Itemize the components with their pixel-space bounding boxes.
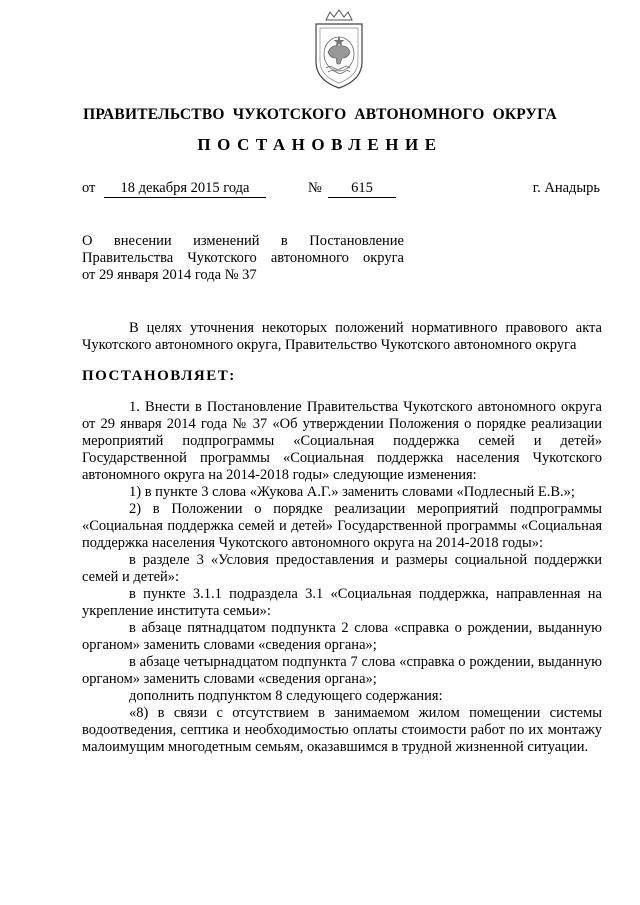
- city: г. Анадырь: [532, 180, 600, 196]
- body-paragraph: в разделе 3 «Условия предоставления и размеры социальной поддержки семей и детей»:: [82, 552, 602, 585]
- document-body: [82, 320, 602, 756]
- number-label: №: [308, 180, 322, 196]
- date-prefix: от: [82, 180, 96, 196]
- document-number: 615: [328, 180, 396, 198]
- document-subject: [82, 233, 404, 284]
- coat-of-arms-icon: [304, 8, 374, 94]
- document-type: ПОСТАНОВЛЕНИЕ: [197, 135, 443, 154]
- body-paragraph: дополнить подпунктом 8 следующего содержания:: [129, 688, 443, 704]
- resolution-heading: ПОСТАНОВЛЯЕТ:: [82, 368, 236, 384]
- body-paragraph: 2) в Положении о порядке реализации мероприятий подпрограммы «Социальная поддержка семей и детей» Государственной программы «Социальная поддержка населения Чукотского автономного округа на 2014-2018 годы»:: [82, 501, 602, 551]
- preamble: В целях уточнения некоторых положений нормативного правового акта Чукотского автономного округа, Правительство Чукотского автономного округа: [82, 320, 602, 353]
- body-paragraph: в абзаце пятнадцатом подпункта 2 слова «справка о рождении, выданную органом» заменить словами «сведения органа»;: [82, 620, 602, 653]
- body-paragraph: 1. Внести в Постановление Правительства Чукотского автономного округа от 29 января 2014 года № 37 «Об утверждении Положения о порядке реализации мероприятий подпрограммы «Социальная поддержка семей и детей» Государственной программы «Социальная поддержка населения Чукотского автономного округа на 2014-2018 годы» следующие изменения:: [82, 399, 602, 483]
- body-paragraph: 1) в пункте 3 слова «Жукова А.Г.» заменить словами «Подлесный Е.В.»;: [129, 484, 575, 500]
- body-paragraph: в пункте 3.1.1 подраздела 3.1 «Социальная поддержка, направленная на укрепление института семьи»:: [82, 586, 602, 619]
- document-date: 18 декабря 2015 года: [104, 180, 266, 198]
- body-paragraph: «8) в связи с отсутствием в занимаемом жилом помещении системы водоотведения, септика и необходимостью оплаты стоимости работ по их монтажу малоимущим многодетным семьям, оказавшимся в трудной жизненной ситуации.: [82, 705, 602, 755]
- subject-line: О внесении изменений в Постановление: [82, 233, 404, 249]
- body-paragraph: в абзаце четырнадцатом подпункта 7 слова «справка о рождении, выданную органом» заменить словами «сведения органа»;: [82, 654, 602, 687]
- government-title: ПРАВИТЕЛЬСТВО ЧУКОТСКОГО АВТОНОМНОГО ОКРУГА: [83, 106, 557, 123]
- subject-line: от 29 января 2014 года № 37: [82, 267, 257, 283]
- subject-line: Правительства Чукотского автономного округа: [82, 250, 404, 266]
